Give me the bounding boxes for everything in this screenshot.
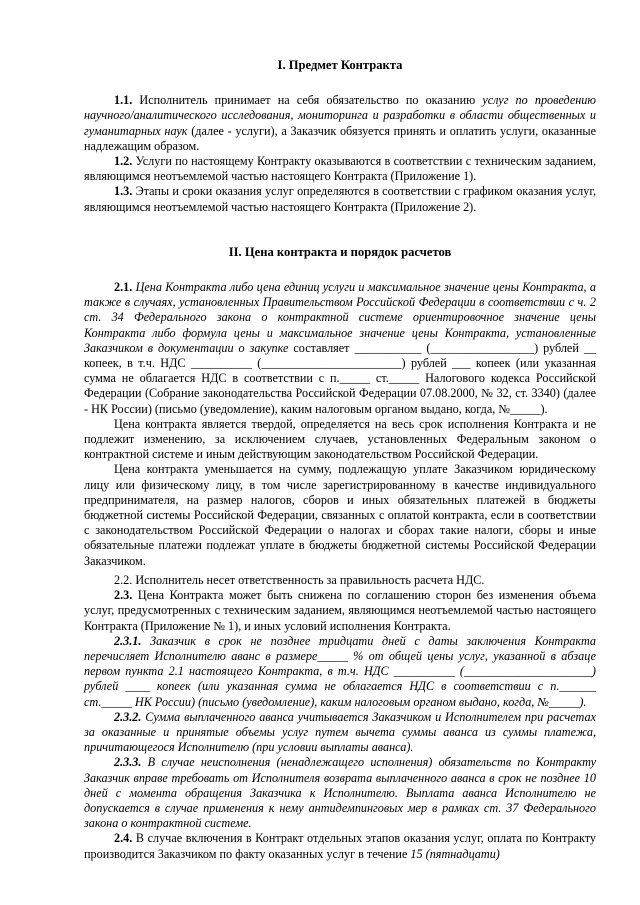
clause-2-3-3: [84, 755, 596, 831]
clause-2-1-fixed-price: Цена контракта является твердой, определяется на весь срок исполнения Контракта и не подлежит изменению, за исключением случаев, установленных Федеральным законом о контрактной системе и иным действующим законодательством Российской Федерации.: [84, 416, 596, 462]
clause-italic-text: услуг по проведению научного/аналитического исследования, мониторинга и разработки в области общественных и гуманитарных наук: [84, 93, 596, 138]
clause-number: 1.1.: [114, 93, 133, 108]
clause-1-1: [84, 93, 596, 154]
section-1-title: I. Предмет Контракта: [277, 58, 403, 72]
clause-number: 2.3.: [114, 588, 133, 603]
clause-2-1: [84, 280, 596, 417]
clause-2-2: 2.2. Исполнитель несет ответственность за правильность расчета НДС.: [114, 572, 485, 587]
clause-1-2: [84, 154, 596, 184]
clause-number: 1.2.: [114, 154, 133, 169]
clause-number: 2.3.2.: [114, 709, 142, 724]
clause-2-4: [84, 831, 596, 861]
clause-number: 2.1.: [114, 280, 133, 295]
clause-number: 1.3.: [114, 184, 133, 199]
contract-text: [84, 58, 596, 862]
clause-2-3-1: [84, 634, 596, 710]
clause-text: Услуги по настоящему Контракту оказываются в соответствии с техническим заданием, являющимся неотъемлемой частью настоящего Контракта (Приложение 1).: [84, 154, 596, 184]
clause-number: 2.4.: [114, 831, 133, 846]
clause-number: 2.3.3.: [114, 755, 142, 770]
section-2-title: II. Цена контракта и порядок расчетов: [228, 244, 452, 259]
clause-italic-text: Сумма выплаченного аванса учитывается Заказчиком и Исполнителем при расчетах за оказанные и принятые объемы услуг путем вычета суммы аванса из суммы платежа, причитающегося Исполнителю (при условии выплаты аванса).: [84, 709, 596, 755]
clause-1-3: [84, 184, 596, 214]
clause-text: В случае включения в Контракт отдельных этапов оказания услуг, оплата по Контракту производится Заказчиком по факту оказанных услуг в течение: [84, 831, 596, 861]
clause-italic-text: Цена Контракта либо цена единиц услуги и максимальное значение цены Контракта, а также в случаях, установленных Правительством Российской Федерации в соответствии с ч. 2 ст. 34 Федерального закона о контрактной системе ориентировочное значение цены Контракта либо формула цены и максимальное значение цены Контракта, установленные Заказчиком в документации о закупке: [84, 280, 596, 355]
clause-text: Исполнитель принимает на себя обязательство по оказанию: [132, 93, 483, 108]
clause-italic-text: Заказчик в срок не позднее тридцати дней с даты заключения Контракта перечисляет Исполнителю аванс в размере_____ % от общей цены услуг, указанной в абзаце первом пункта 2.1 настоящего Контракта, в т.ч. НДС __________ (_____________________) рублей ____ копеек (или указанная сумма не облагается НДС в соответствии с п.______ ст._____ НК России) (письмо (уведомление), каким налоговым органом выдано, когда, №_____).: [84, 633, 596, 709]
clause-text: Цена Контракта может быть снижена по соглашению сторон без изменения объема услуг, предусмотренных с техническим заданием, являющимся неотъемлемой частью настоящего Контракта (Приложение № 1), и иных условий исполнения Контракта.: [84, 588, 596, 633]
clause-italic-text: 15 (пятнадцати): [410, 846, 500, 861]
clause-2-1-price-reduction: Цена контракта уменьшается на сумму, подлежащую уплате Заказчиком юридическому лицу или физическому лицу, в том числе зарегистрированному в качестве индивидуального предпринимателя, на размер налогов, сборов и иных обязательных платежей в бюджеты бюджетной системы Российской Федерации, связанных с оплатой контракта, если в соответствии с законодательством Российской Федерации о налогах и сборах такие налоги, сборы и иные обязательные платежи подлежат уплате в бюджеты бюджетной системы Российской Федерации Заказчиком.: [84, 462, 596, 568]
clause-2-3-2: [84, 710, 596, 756]
clause-text: составляет ___________ (_________________) рублей __ копеек, в т.ч. НДС __________ (_______________________) рублей ___ копеек (или указанная сумма не облагается НДС в соответствии с п._____ ст._____ Налогового кодекса Российской Федерации (Собрание законодательства Российской Федерации 07.08.2000, № 32, ст. 3340) (далее - НК России) (письмо (уведомление), каким налоговым органом выдано, когда, №_____).: [84, 340, 597, 416]
clause-2-3: [84, 588, 596, 634]
clause-text: Этапы и сроки оказания услуг определяются в соответствии с графиком оказания услуг, являющимся неотъемлемой частью настоящего Контракта (Приложение 2).: [84, 184, 596, 214]
clause-italic-text: В случае неисполнения (ненадлежащего исполнения) обязательств по Контракту Заказчик вправе требовать от Исполнителя возврата выплаченного аванса в срок не позднее 10 дней с момента обращения Заказчика к Исполнителю. Выплата аванса Исполнителю не допускается в случае применения к нему антидемпинговых мер в рамках ст. 37 Федерального закона о контрактной системе.: [84, 755, 596, 831]
clause-text: (далее - услуги), а Заказчик обязуется принять и оплатить услуги, оказанные надлежащим образом.: [84, 123, 596, 153]
clause-number: 2.3.1.: [114, 633, 142, 648]
